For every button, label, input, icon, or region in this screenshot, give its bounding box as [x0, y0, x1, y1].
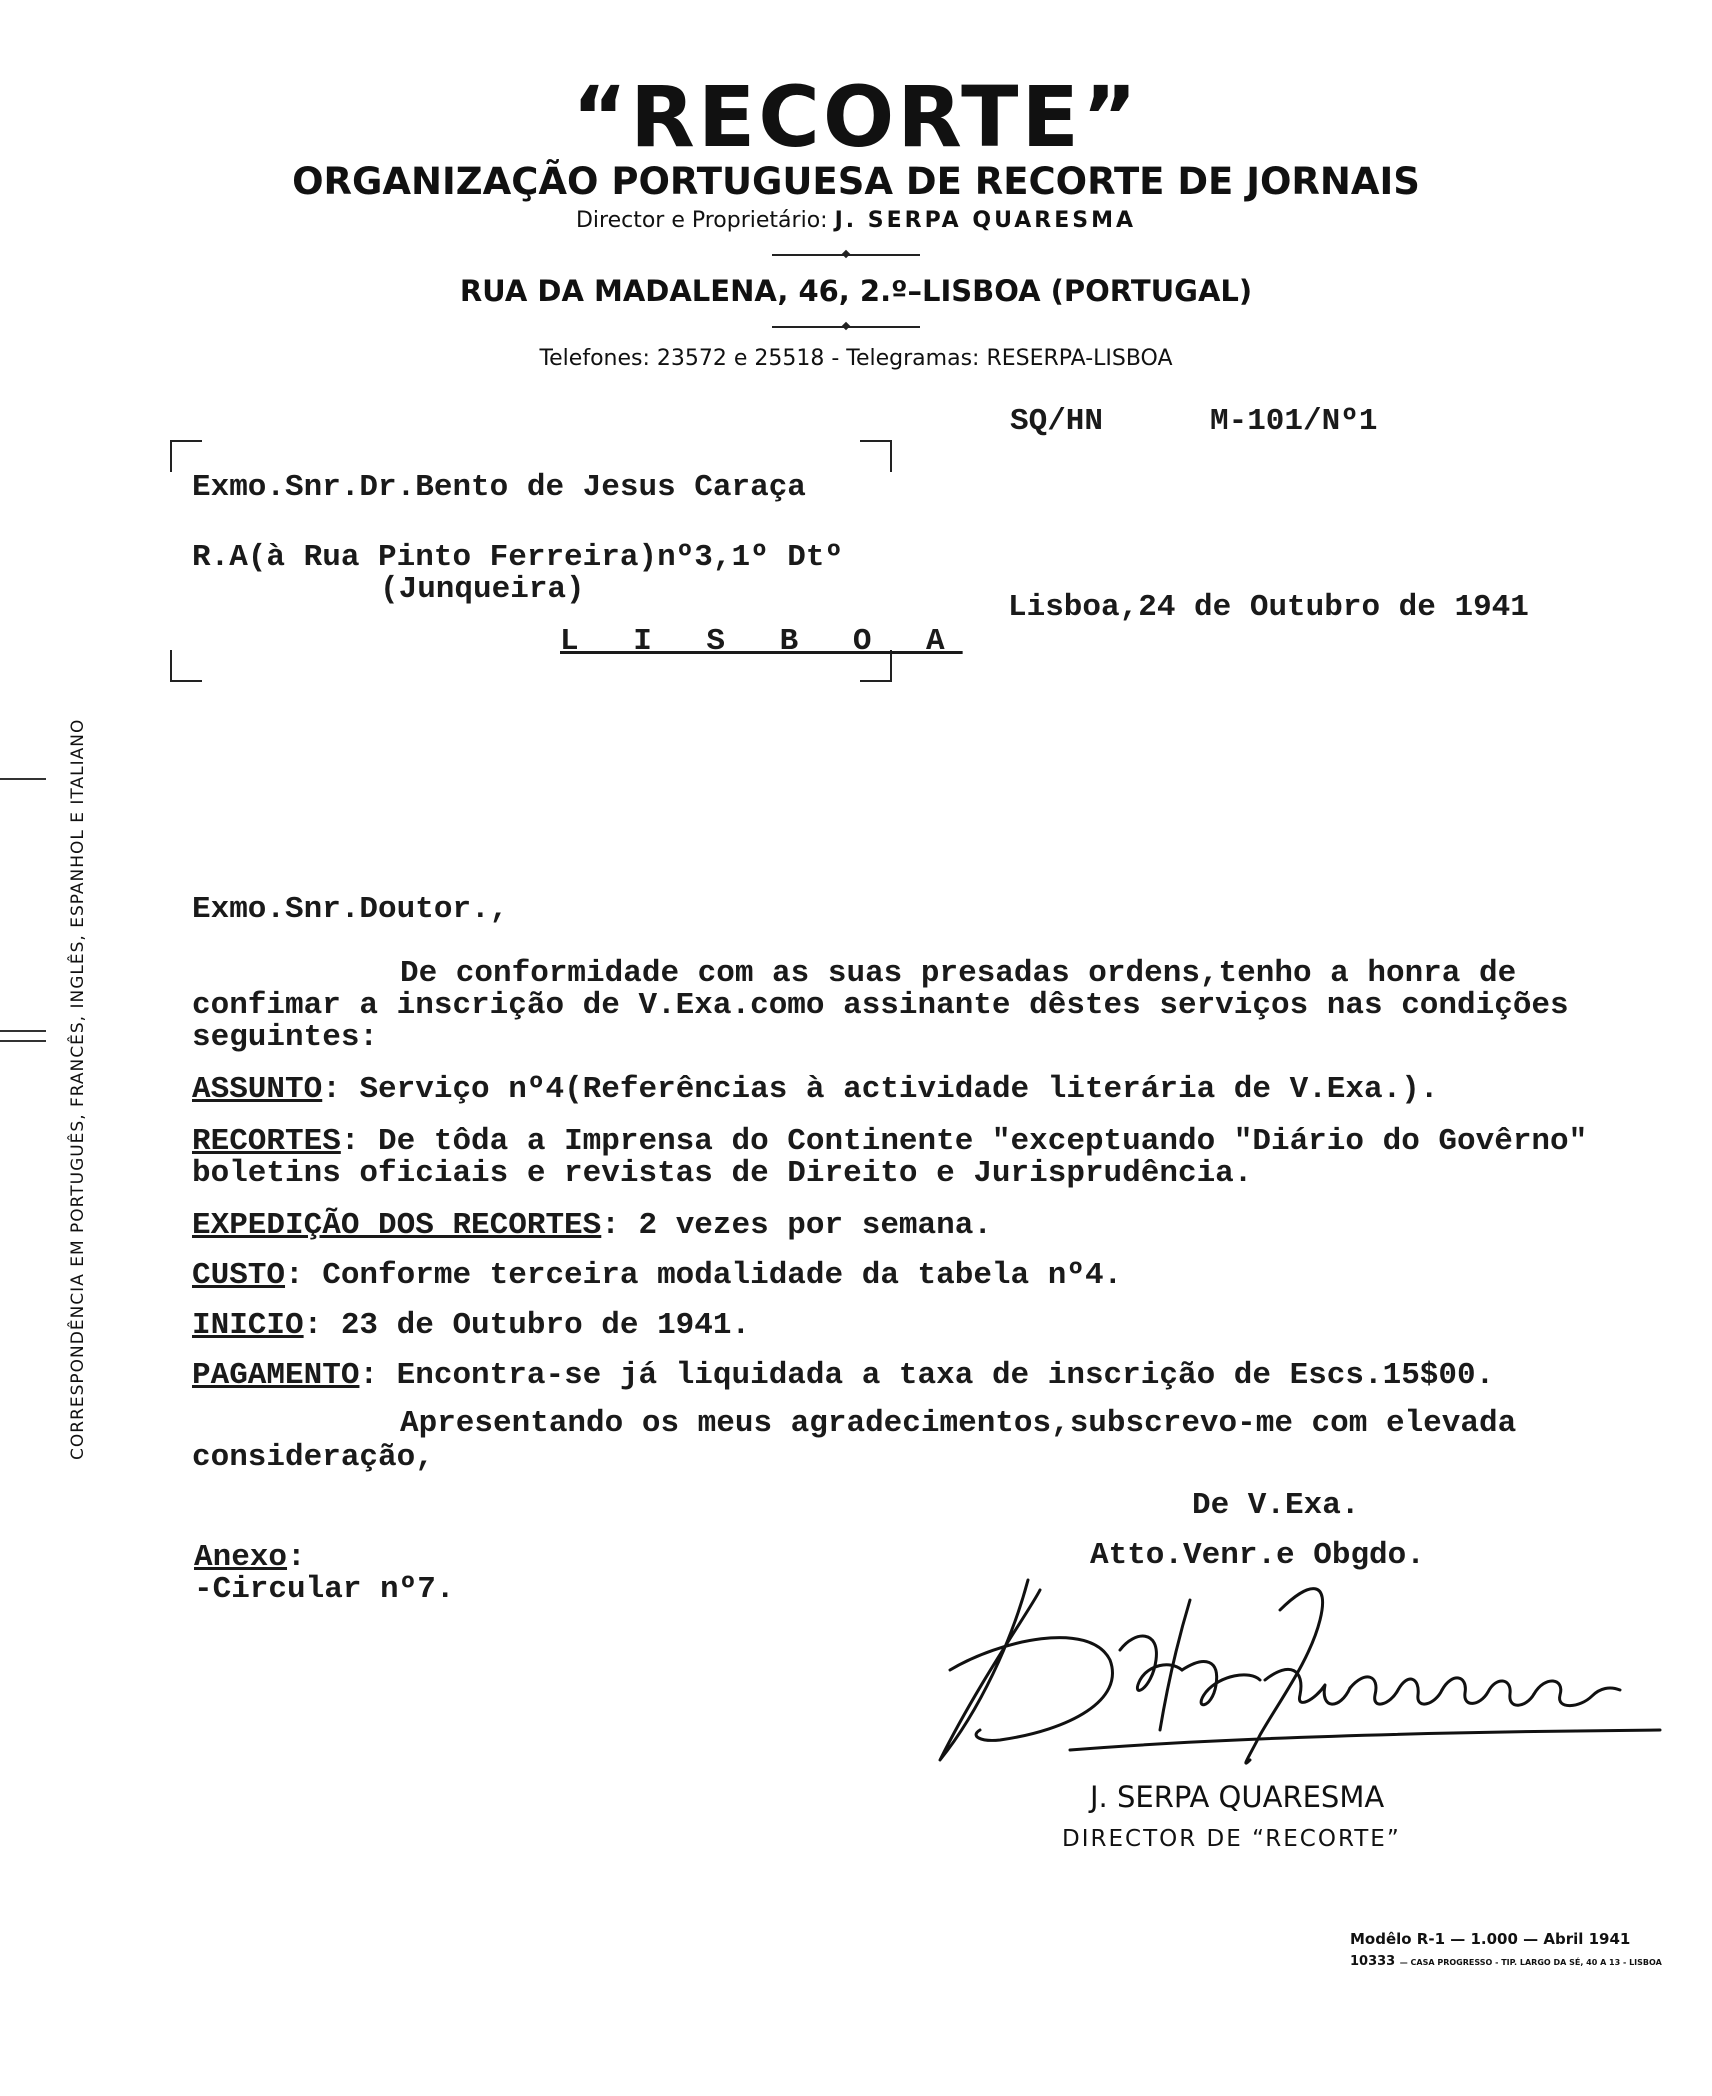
annex-label: Anexo — [194, 1540, 288, 1575]
fold-mark — [0, 778, 46, 780]
term-item — [192, 1258, 1122, 1293]
term-text: : Conforme terceira modalidade da tabela nº4. — [285, 1258, 1123, 1293]
term-label: EXPEDIÇÃO DOS RECORTES — [192, 1208, 602, 1243]
term-text: : Encontra-se já liquidada a taxa de inscrição de Escs.15$00. — [359, 1358, 1495, 1393]
address-window-corner — [170, 440, 202, 472]
reference-code: SQ/HN — [1010, 404, 1104, 439]
term-label: PAGAMENTO — [192, 1358, 360, 1393]
term-item — [192, 1308, 750, 1343]
sign-off-line: De V.Exa. — [1192, 1488, 1360, 1523]
recipient-name: Exmo.Snr.Dr.Bento de Jesus Caraça — [192, 470, 806, 505]
phones-line: Telefones: 23572 e 25518 - Telegramas: RESERPA-LISBOA — [539, 346, 1173, 371]
term-text: : 23 de Outubro de 1941. — [303, 1308, 751, 1343]
term-label: CUSTO — [192, 1258, 286, 1293]
term-item — [192, 1124, 1587, 1159]
term-item — [192, 1208, 992, 1243]
side-languages-note: CORRESPONDÊNCIA EM PORTUGUÊS, FRANCÊS, INGLÊS, ESPANHOL E ITALIANO — [68, 718, 88, 1460]
term-continuation: boletins oficiais e revistas de Direito e Jurisprudência. — [192, 1156, 1253, 1191]
address: RUA DA MADALENA, 46, 2.º–LISBOA (PORTUGAL) — [459, 274, 1253, 308]
printer-line — [1350, 1954, 1662, 1969]
annex-heading — [194, 1540, 306, 1575]
body-intro-line: seguintes: — [192, 1020, 379, 1055]
print-number: 10333 — [1350, 1954, 1396, 1969]
fold-mark — [0, 1030, 46, 1032]
term-label: ASSUNTO — [192, 1072, 323, 1107]
body-intro-line: De conformidade com as suas presadas ordens,tenho a honra de — [400, 956, 1517, 991]
address-window-corner — [170, 650, 202, 682]
organization-name: ORGANIZAÇÃO PORTUGUESA DE RECORTE DE JORNAIS — [292, 160, 1420, 203]
address-window-corner — [860, 440, 892, 472]
annex-item: -Circular nº7. — [194, 1572, 455, 1607]
closing-line: consideração, — [192, 1440, 434, 1475]
director-label: Director e Proprietário: — [575, 208, 828, 233]
term-label: INICIO — [192, 1308, 304, 1343]
fold-mark — [0, 1040, 46, 1042]
body-intro-line: confimar a inscrição de V.Exa.como assinante dêstes serviços nas condições — [192, 988, 1569, 1023]
recipient-district: (Junqueira) — [380, 572, 585, 607]
annex-colon: : — [287, 1540, 306, 1575]
sign-off-line: Atto.Venr.e Obgdo. — [1090, 1538, 1425, 1573]
salutation: Exmo.Snr.Doutor., — [192, 892, 509, 927]
signatory-title: DIRECTOR DE “RECORTE” — [1062, 1826, 1401, 1852]
term-text: : 2 vezes por semana. — [601, 1208, 992, 1243]
term-label: RECORTES — [192, 1124, 341, 1159]
divider — [772, 326, 920, 328]
director-line — [0, 208, 1712, 233]
print-house: — CASA PROGRESSO - TIP. LARGO DA SÉ, 40 A 13 - LISBOA — [1399, 1958, 1662, 1967]
handwritten-signature — [920, 1560, 1680, 1780]
recipient-city: L I S B O A — [560, 624, 963, 659]
signatory-name: J. SERPA QUARESMA — [1090, 1780, 1385, 1814]
term-item — [192, 1072, 1438, 1107]
form-model-line: Modêlo R-1 — 1.000 — Abril 1941 — [1350, 1930, 1631, 1948]
reference-number: M-101/Nº1 — [1210, 404, 1378, 439]
divider — [772, 254, 920, 256]
term-text: : Serviço nº4(Referências à actividade literária de V.Exa.). — [322, 1072, 1439, 1107]
closing-line: Apresentando os meus agradecimentos,subscrevo-me com elevada — [400, 1406, 1517, 1441]
term-item — [192, 1358, 1494, 1393]
director-name: J. SERPA QUARESMA — [834, 208, 1137, 233]
letterhead-logo: “RECORTE” — [571, 68, 1141, 166]
recipient-street: R.A(à Rua Pinto Ferreira)nº3,1º Dtº — [192, 540, 844, 575]
term-text: : De tôda a Imprensa do Continente "exceptuando "Diário do Govêrno" — [340, 1124, 1588, 1159]
letter-date: Lisboa,24 de Outubro de 1941 — [1008, 590, 1529, 625]
